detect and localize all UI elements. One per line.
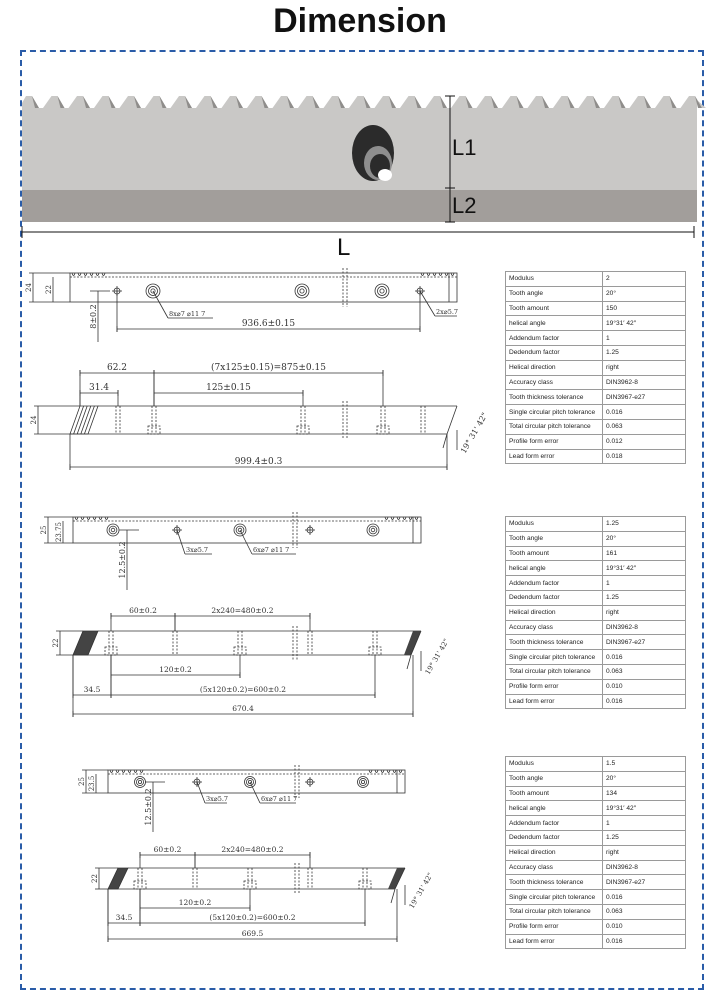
spec-value: 20° — [603, 286, 686, 301]
spec-row — [506, 576, 686, 591]
spec-value: 1.25 — [603, 345, 686, 360]
spec-value: 1.5 — [603, 757, 686, 772]
spec-value: 150 — [603, 301, 686, 316]
spec-label: Profile form error — [506, 434, 603, 449]
dim-tooth-height-label: 23.5 — [88, 775, 96, 792]
spec-value: DIN3962-8 — [603, 860, 686, 875]
counterbore-hole-inner — [377, 286, 386, 295]
dim-tooth-height-label: 23.75 — [55, 521, 63, 543]
callout-holes-leader — [197, 782, 205, 803]
spec-row — [506, 546, 686, 561]
spec-value: DIN3967-e27 — [603, 635, 686, 650]
hidden-counterbore — [244, 881, 256, 889]
counterbore-hole-core — [138, 780, 141, 783]
spec-row — [506, 590, 686, 605]
spec-label: Dedendum factor — [506, 345, 603, 360]
dim-first-cb-label: 34.5 — [83, 685, 101, 694]
dim-first-cb-label: 34.5 — [115, 913, 133, 922]
spec-row — [506, 531, 686, 546]
dim-first-hole-label: 31.4 — [88, 383, 110, 393]
spec-label: Lead form error — [506, 449, 603, 464]
dim-hole-span-label: 936.6±0.15 — [241, 319, 296, 329]
spec-row — [506, 664, 686, 679]
dim-hole-offset-label: 12.5±0.2 — [144, 788, 153, 826]
spec-row — [506, 449, 686, 464]
mounting-hole-through — [378, 169, 392, 181]
spec-row — [506, 757, 686, 772]
spec-label: Accuracy class — [506, 620, 603, 635]
spec-row — [506, 316, 686, 331]
spec-row — [506, 331, 686, 346]
spec-label: Dedendum factor — [506, 830, 603, 845]
spec-row — [506, 286, 686, 301]
spec-label: Single circular pitch tolerance — [506, 650, 603, 665]
label-l1: L1 — [452, 135, 477, 160]
spec-row — [506, 694, 686, 709]
callout-cb_holes-label: 6x⌀7 ⌀11 7 — [253, 546, 290, 554]
spec-row — [506, 345, 686, 360]
dim-first-pitch-label: 60±0.2 — [153, 845, 182, 854]
callout-cb_holes-label: 8x⌀7 ⌀11 7 — [169, 310, 206, 318]
spec-table-modulus-1-5 — [505, 756, 686, 949]
spec-value: 161 — [603, 546, 686, 561]
hidden-counterbore — [297, 426, 309, 434]
spec-table-modulus-2 — [505, 271, 686, 464]
spec-value: 0.016 — [603, 890, 686, 905]
dim-hole-offset-label: 12.5±0.2 — [118, 541, 127, 579]
counterbore-hole-core — [380, 289, 384, 293]
dim-pitch-label: 120±0.2 — [178, 898, 212, 907]
spec-row — [506, 405, 686, 420]
spec-value: 0.016 — [603, 405, 686, 420]
spec-value: 1 — [603, 576, 686, 591]
spec-row — [506, 875, 686, 890]
hidden-counterbore — [148, 426, 160, 434]
spec-value: 134 — [603, 786, 686, 801]
spec-row — [506, 605, 686, 620]
dim-cb-span-label: (7x125±0.15)=875±0.15 — [211, 363, 326, 373]
spec-row — [506, 771, 686, 786]
spec-value: DIN3967-e27 — [603, 875, 686, 890]
label-l2: L2 — [452, 193, 477, 218]
spec-row — [506, 419, 686, 434]
angle-leader — [407, 655, 411, 669]
spec-value: 0.063 — [603, 419, 686, 434]
helical-teeth-left — [108, 868, 128, 889]
spec-row — [506, 517, 686, 532]
spec-value: 1.25 — [603, 830, 686, 845]
spec-label: Lead form error — [506, 934, 603, 949]
callout-cb_holes-leader — [153, 291, 168, 318]
spec-label: Addendum factor — [506, 331, 603, 346]
spec-row — [506, 360, 686, 375]
dim-first-pitch-label: 60±0.2 — [129, 606, 157, 615]
dim-hole-span-label: 2x240=480±0.2 — [211, 606, 274, 615]
hidden-counterbore — [134, 881, 146, 889]
spec-row — [506, 390, 686, 405]
callout-holes-label: 3x⌀5.7 — [206, 795, 229, 803]
dim-hole-span-label: 2x240=480±0.2 — [221, 845, 284, 854]
hidden-counterbore — [377, 426, 389, 434]
spec-label: Tooth amount — [506, 786, 603, 801]
spec-label: Tooth amount — [506, 546, 603, 561]
hidden-counterbore — [105, 647, 117, 655]
dim-side-height-label: 24 — [30, 415, 38, 425]
hidden-counterbore — [359, 881, 371, 889]
spec-value: 19°31′ 42″ — [603, 316, 686, 331]
counterbore-hole-inner — [136, 778, 143, 785]
spec-label: Total circular pitch tolerance — [506, 904, 603, 919]
helix-angle-label: 19° 31' 42" — [407, 871, 435, 910]
callout-holes-label: 3x⌀5.7 — [186, 546, 209, 554]
helical-teeth-left — [70, 406, 98, 434]
dim-cb-span-label: (5x120±0.2)=600±0.2 — [209, 913, 296, 922]
spec-value: 0.063 — [603, 664, 686, 679]
spec-row — [506, 845, 686, 860]
rack-lower-face — [22, 190, 697, 222]
spec-label: Helical direction — [506, 360, 603, 375]
counterbore-hole-inner — [297, 286, 306, 295]
counterbore-hole-inner — [109, 526, 117, 534]
gear-rack-photo — [22, 96, 706, 261]
spec-label: Addendum factor — [506, 816, 603, 831]
dim-length-label: 669.5 — [241, 929, 264, 938]
spec-label: Single circular pitch tolerance — [506, 405, 603, 420]
spec-value: 0.016 — [603, 694, 686, 709]
spec-value: 0.018 — [603, 449, 686, 464]
spec-value: 1.25 — [603, 590, 686, 605]
spec-row — [506, 635, 686, 650]
dim-side-height-label: 22 — [52, 638, 60, 648]
spec-label: Modulus — [506, 272, 603, 287]
spec-value: 1.25 — [603, 517, 686, 532]
spec-row — [506, 919, 686, 934]
spec-label: Modulus — [506, 757, 603, 772]
spec-label: Dedendum factor — [506, 590, 603, 605]
spec-label: Tooth thickness tolerance — [506, 390, 603, 405]
spec-row — [506, 650, 686, 665]
spec-table-modulus-1-25 — [505, 516, 686, 709]
spec-label: Total circular pitch tolerance — [506, 419, 603, 434]
spec-label: Tooth angle — [506, 771, 603, 786]
spec-value: DIN3962-8 — [603, 375, 686, 390]
spec-value: DIN3967-e27 — [603, 390, 686, 405]
hidden-counterbore — [234, 647, 246, 655]
dim-hole-offset-label: 8±0.2 — [89, 304, 98, 329]
spec-label: Tooth amount — [506, 301, 603, 316]
spec-label: Tooth thickness tolerance — [506, 635, 603, 650]
spec-row — [506, 890, 686, 905]
counterbore-hole-core — [371, 528, 375, 532]
spec-value: 0.063 — [603, 904, 686, 919]
spec-row — [506, 561, 686, 576]
spec-label: helical angle — [506, 801, 603, 816]
dim-cb-span-label: (5x120±0.2)=600±0.2 — [199, 685, 287, 694]
spec-row — [506, 816, 686, 831]
spec-value: DIN3962-8 — [603, 620, 686, 635]
slanted-end — [447, 406, 457, 434]
angle-leader — [443, 434, 447, 448]
spec-label: Helical direction — [506, 605, 603, 620]
spec-value: 19°31′ 42″ — [603, 561, 686, 576]
callout-holes-label: 2x⌀5.7 — [436, 308, 459, 316]
callout-cb_holes-leader — [250, 782, 260, 803]
dim-total-height-label: 24 — [25, 283, 33, 292]
helix-angle-label: 19° 31' 42" — [423, 637, 451, 676]
spec-label: Accuracy class — [506, 860, 603, 875]
spec-label: Single circular pitch tolerance — [506, 890, 603, 905]
spec-label: Helical direction — [506, 845, 603, 860]
dim-tooth-height-label: 22 — [45, 285, 53, 294]
counterbore-hole-core — [300, 289, 304, 293]
callout-holes-leader — [420, 291, 435, 316]
spec-value: 0.016 — [603, 650, 686, 665]
spec-value: right — [603, 845, 686, 860]
spec-value: 0.012 — [603, 434, 686, 449]
technical-drawings — [25, 268, 489, 942]
spec-label: Accuracy class — [506, 375, 603, 390]
spec-label: Total circular pitch tolerance — [506, 664, 603, 679]
spec-value: 0.010 — [603, 679, 686, 694]
spec-row — [506, 375, 686, 390]
dim-pitch-label: 120±0.2 — [159, 665, 192, 674]
callout-cb_holes-label: 6x⌀7 ⌀11 7 — [261, 795, 298, 803]
dim-side-height-label: 22 — [91, 874, 99, 883]
label-l: L — [337, 234, 351, 261]
dim-total-height-label: 25 — [40, 525, 48, 535]
spec-value: 19°31′ 42″ — [603, 801, 686, 816]
spec-row — [506, 272, 686, 287]
spec-label: Tooth angle — [506, 286, 603, 301]
spec-label: Modulus — [506, 517, 603, 532]
helical-teeth-left — [73, 631, 98, 655]
counterbore-hole-core — [111, 528, 115, 532]
spec-row — [506, 860, 686, 875]
spec-value: 1 — [603, 331, 686, 346]
spec-value: 20° — [603, 531, 686, 546]
spec-row — [506, 679, 686, 694]
dim-total-height-label: 25 — [78, 777, 86, 786]
spec-label: Tooth thickness tolerance — [506, 875, 603, 890]
spec-value: 20° — [603, 771, 686, 786]
spec-row — [506, 934, 686, 949]
spec-label: helical angle — [506, 316, 603, 331]
spec-label: Profile form error — [506, 919, 603, 934]
page-title: Dimension — [273, 2, 447, 40]
spec-value: 2 — [603, 272, 686, 287]
counterbore-hole-inner — [359, 778, 366, 785]
callout-holes-leader — [177, 530, 185, 554]
spec-label: Lead form error — [506, 694, 603, 709]
spec-label: Addendum factor — [506, 576, 603, 591]
dim-length-label: 670.4 — [232, 704, 254, 713]
spec-value: 0.016 — [603, 934, 686, 949]
spec-row — [506, 434, 686, 449]
hidden-counterbore — [369, 647, 381, 655]
spec-value: right — [603, 605, 686, 620]
spec-value: 0.010 — [603, 919, 686, 934]
dim-length-label: 999.4±0.3 — [234, 457, 283, 467]
dim-first-cb-label: 62.2 — [106, 363, 128, 373]
helix-angle-label: 19° 31' 42" — [458, 411, 490, 455]
spec-value: right — [603, 360, 686, 375]
spec-row — [506, 620, 686, 635]
counterbore-hole-inner — [369, 526, 377, 534]
spec-row — [506, 301, 686, 316]
spec-value: 1 — [603, 816, 686, 831]
spec-row — [506, 830, 686, 845]
counterbore-hole-core — [361, 780, 364, 783]
spec-label: helical angle — [506, 561, 603, 576]
spec-label: Profile form error — [506, 679, 603, 694]
callout-cb_holes-leader — [240, 530, 252, 554]
spec-row — [506, 801, 686, 816]
dim-pitch-label: 125±0.15 — [206, 383, 251, 393]
angle-leader — [391, 889, 395, 903]
spec-row — [506, 786, 686, 801]
spec-label: Tooth angle — [506, 531, 603, 546]
spec-row — [506, 904, 686, 919]
